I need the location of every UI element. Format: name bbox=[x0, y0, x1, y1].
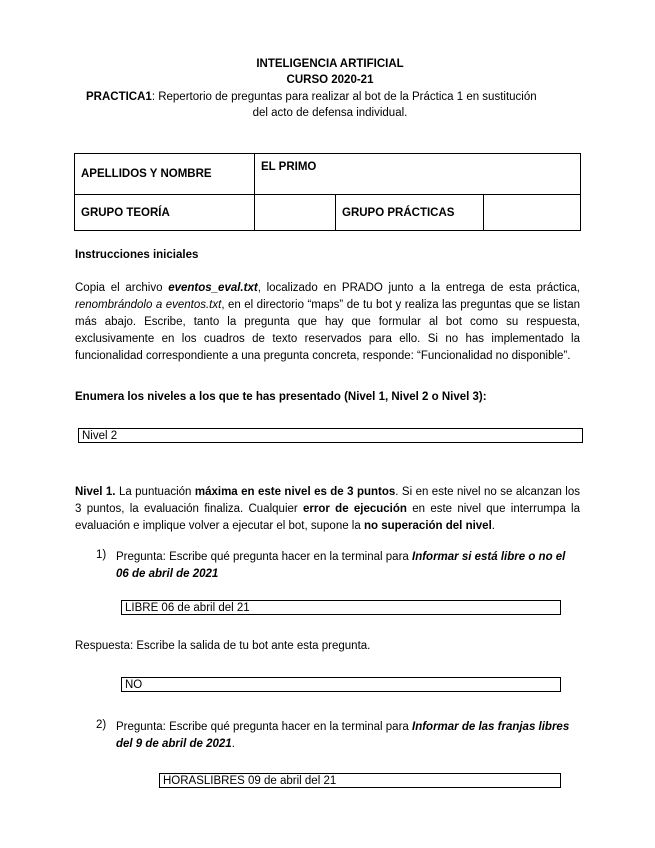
instructions-heading: Instrucciones iniciales bbox=[75, 249, 199, 261]
level1-text: . Si en este nivel no se alcanzan los 3 puntos, la evaluación finaliza. Cualquier bbox=[75, 486, 580, 515]
q1-response-box[interactable]: NO bbox=[121, 677, 561, 692]
theory-group-label: GRUPO TEORÍA bbox=[75, 195, 255, 231]
level1-text: . bbox=[491, 520, 495, 532]
level1-description bbox=[75, 484, 580, 535]
student-info-table bbox=[74, 153, 581, 231]
level1-text: La puntuación bbox=[115, 486, 195, 498]
q2-number: 2) bbox=[96, 719, 107, 731]
level1-fail-text: no superación del nivel bbox=[363, 520, 492, 532]
level1-label: Nivel 1. bbox=[75, 486, 116, 498]
practice-group-label: GRUPO PRÁCTICAS bbox=[336, 195, 484, 231]
instructions-text: Copia el archivo bbox=[75, 282, 169, 294]
theory-group-value[interactable] bbox=[255, 195, 336, 231]
instructions-text: , en el directorio “maps” de tu bot y realiza las preguntas que se listan más abajo. Escribe, tanto la pregunta que hay que formular al bot como su respuesta, exclusivamente en los cuadros de texto reservados para ello. Si no has implementado la funcionalidad correspondiente a una pregunta concreta, responde: “Funcionalidad no disponible”. bbox=[75, 299, 580, 362]
q2-question-box[interactable]: HORASLIBRES 09 de abril del 21 bbox=[159, 773, 561, 788]
doc-title: INTELIGENCIA ARTIFICIAL bbox=[256, 58, 404, 70]
q1-number: 1) bbox=[96, 549, 107, 561]
instructions-paragraph bbox=[75, 280, 580, 365]
level1-max-score: máxima en este nivel es de 3 puntos bbox=[194, 486, 396, 498]
name-value[interactable]: EL PRIMO bbox=[255, 154, 581, 195]
levels-answer-box[interactable]: Nivel 2 bbox=[78, 428, 583, 443]
name-label: APELLIDOS Y NOMBRE bbox=[75, 154, 255, 195]
q1-prefix: Pregunta: Escribe qué pregunta hacer en la terminal para bbox=[116, 551, 412, 563]
q1-response-label: Respuesta: Escribe la salida de tu bot ante esta pregunta. bbox=[75, 640, 371, 652]
file-name: eventos_eval.txt bbox=[168, 282, 258, 294]
practice-line-1 bbox=[86, 91, 586, 103]
rename-text: renombrándolo a eventos.txt bbox=[75, 299, 222, 311]
q1-emphasis: Informar si está libre o no el 06 de abril de 2021 bbox=[116, 551, 566, 580]
q2-suffix: . bbox=[231, 738, 235, 750]
practice-line-2: del acto de defensa individual. bbox=[252, 107, 408, 119]
practice-label: PRACTICA1 bbox=[86, 91, 152, 103]
instructions-text: , localizado en PRADO junto a la entrega de esta práctica, bbox=[257, 282, 581, 294]
q2-text bbox=[116, 719, 576, 753]
q1-text bbox=[116, 549, 576, 583]
level1-text: en este nivel que interrumpa la evaluación e implique volver a ejecutar el bot, supone la bbox=[75, 503, 580, 532]
q2-prefix: Pregunta: Escribe qué pregunta hacer en la terminal para bbox=[116, 721, 412, 733]
practice-group-value[interactable] bbox=[484, 195, 581, 231]
q2-emphasis: Informar de las franjas libres del 9 de abril de 2021 bbox=[116, 721, 570, 750]
level1-error-text: error de ejecución bbox=[303, 503, 407, 515]
course-label: CURSO 2020-21 bbox=[286, 74, 374, 86]
practice-text: : Repertorio de preguntas para realizar al bot de la Práctica 1 en sustitución bbox=[151, 91, 537, 103]
levels-question: Enumera los niveles a los que te has presentado (Nivel 1, Nivel 2 o Nivel 3): bbox=[75, 391, 487, 403]
q1-question-box[interactable]: LIBRE 06 de abril del 21 bbox=[121, 600, 561, 615]
